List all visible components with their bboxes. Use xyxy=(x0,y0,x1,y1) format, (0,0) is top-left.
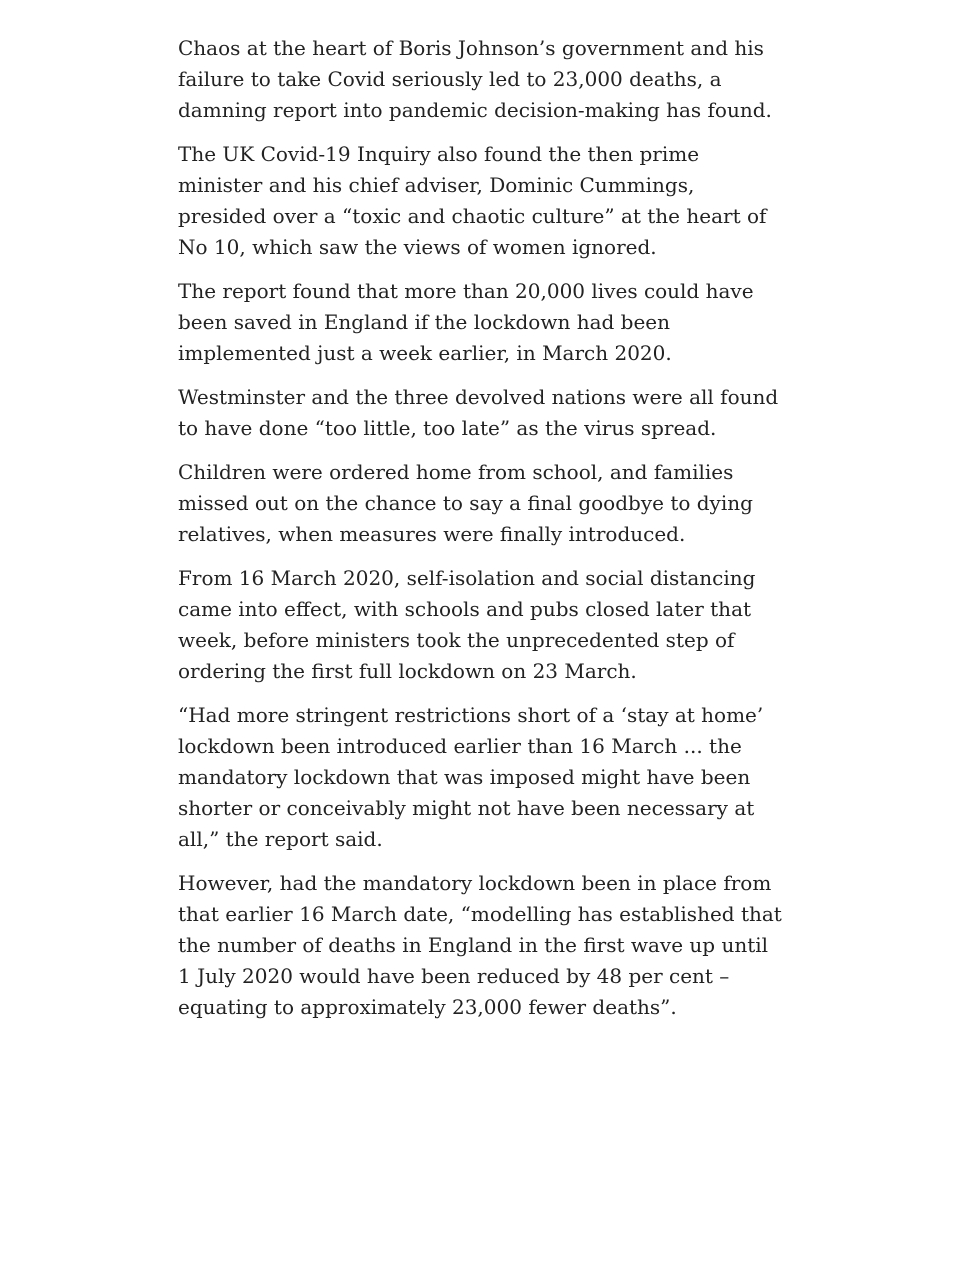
article-paragraph: Chaos at the heart of Boris Johnson’s government and his failure to take Covid seriously led to 23,000 deaths, a damning report into pandemic decision-making has found. xyxy=(178,36,772,122)
article-paragraph: Children were ordered home from school, and families missed out on the chance to say a final goodbye to dying relatives, when measures were finally introduced. xyxy=(178,460,753,546)
article-paragraph: The UK Covid-19 Inquiry also found the then prime minister and his chief adviser, Dominic Cummings, presided over a “toxic and chaotic culture” at the heart of No 10, which saw the views of women ignored. xyxy=(178,142,767,259)
article-body xyxy=(178,33,784,1036)
article-paragraph: The report found that more than 20,000 lives could have been saved in England if the lockdown had been implemented just a week earlier, in March 2020. xyxy=(178,279,754,365)
article-paragraph: However, had the mandatory lockdown been in place from that earlier 16 March date, “modelling has established that the number of deaths in England in the first wave up until 1 July 2020 would have been reduced by 48 per cent – equating to approximately 23,000 fewer deaths”. xyxy=(178,871,782,1019)
article-paragraph: From 16 March 2020, self-isolation and social distancing came into effect, with schools and pubs closed later that week, before ministers took the unprecedented step of ordering the first full lockdown on 23 March. xyxy=(178,566,756,683)
article-paragraph: “Had more stringent restrictions short of a ‘stay at home’ lockdown been introduced earlier than 16 March ... the mandatory lockdown that was imposed might have been shorter or conceivably might not have been necessary at all,” the report said. xyxy=(178,703,764,851)
article-paragraph: Westminster and the three devolved nations were all found to have done “too little, too late” as the virus spread. xyxy=(178,385,779,440)
